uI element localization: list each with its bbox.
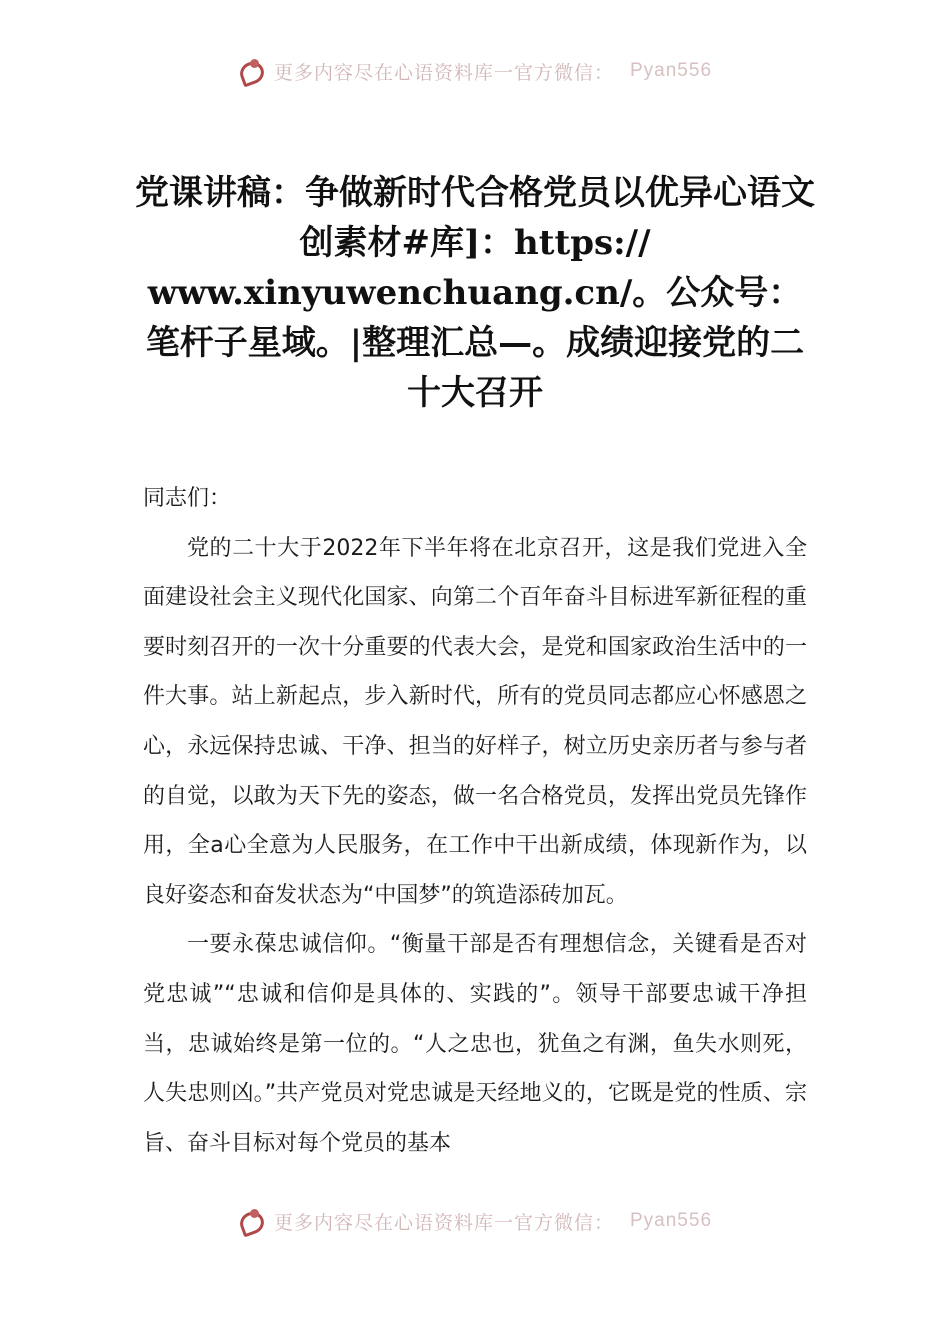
brand-logo-icon [238,1209,266,1233]
header-watermark-text: 更多内容尽在心语资料库一官方微信： [273,61,614,84]
greeting: 同志们： [143,486,232,511]
document-body [143,474,807,1168]
header-watermark-banner [0,56,950,86]
footer-watermark-text: 更多内容尽在心语资料库一官方微信： [273,1211,614,1234]
header-watermark-code: Pyan556 [630,60,713,81]
footer-watermark-banner [0,1206,950,1236]
brand-logo-icon [238,59,266,83]
paragraph-2: 一要永葆忠诚信仰。“衡量干部是否有理想信念，关键看是否对党忠诚”“忠诚和信仰是具体的、实践的”。领导干部要忠诚干净担当，忠诚始终是第一位的。“人之忠也，犹鱼之有渊，鱼失水则死，人失忠则凶。”共产党员对党忠诚是天经地义的，它既是党的性质、宗旨、奋斗目标对每个党员的基本 [143,932,807,1156]
document-title: 党课讲稿：争做新时代合格党员以优异心语文创素材#库]：https:// www.xinyuwenchuang.cn/。公众号：笔杆子星域。|整理汇总—。成绩迎接党的二十大召开 [135,173,815,413]
paragraph-1: 党的二十大于2022年下半年将在北京召开，这是我们党进入全面建设社会主义现代化国家、向第二个百年奋斗目标进军新征程的重要时刻召开的一次十分重要的代表大会，是党和国家政治生活中的一件大事。站上新起点，步入新时代，所有的党员同志都应心怀感恩之心，永远保持忠诚、干净、担当的好样子，树立历史亲历者与参与者的自觉，以敢为天下先的姿态，做一名合格党员，发挥出党员先锋作用，全a心全意为人民服务，在工作中干出新成绩，体现新作为，以良好姿态和奋发状态为“中国梦”的筑造添砖加瓦。 [143,535,807,908]
footer-watermark-code: Pyan556 [630,1210,713,1231]
